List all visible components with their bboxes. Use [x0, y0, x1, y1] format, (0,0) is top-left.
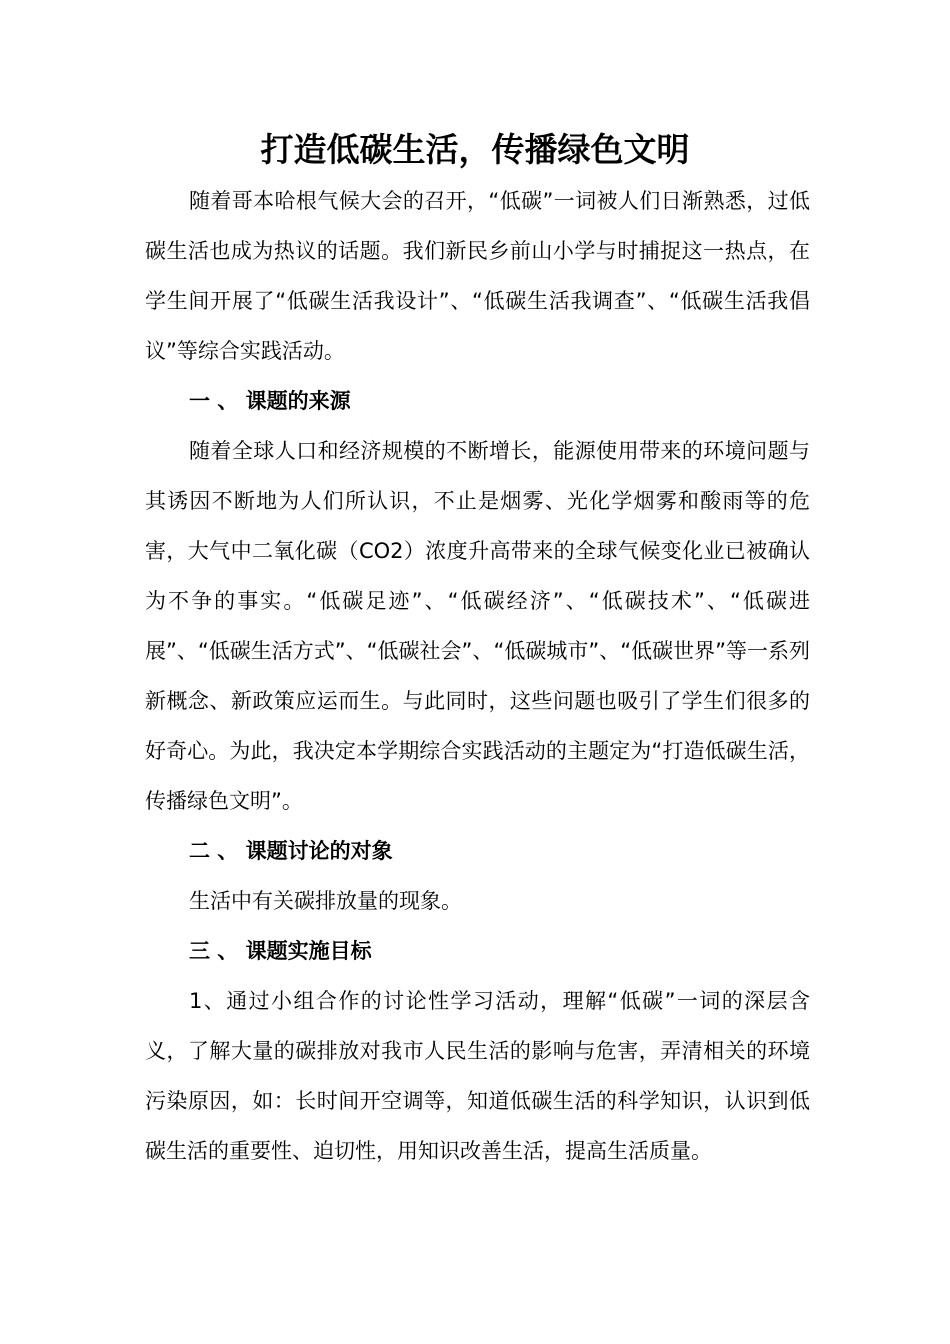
section-body-goals: 1、通过小组合作的讨论性学习活动，理解“低碳”一词的深层含义，了解大量的碳排放对我市人民生活的影响与危害，弄清相关的环境污染原因，如：长时间开空调等，知道低碳生活的科学知识，认识到低碳生活的重要性、迫切性，用知识改善生活，提高生活质量。 — [145, 989, 810, 1163]
intro-paragraph: 随着哥本哈根气候大会的召开，“低碳”一词被人们日渐熟悉，过低碳生活也成为热议的话题。我们新民乡前山小学与时捕捉这一热点，在学生间开展了“低碳生活我设计”、“低碳生活我调查”、“低碳生活我倡议”等综合实践活动。 — [145, 189, 810, 363]
document-title: 打造低碳生活，传播绿色文明 — [260, 130, 690, 169]
section-body-object: 生活中有关碳排放量的现象。 — [189, 889, 462, 913]
section-heading-object: 二 、 课题讨论的对象 — [189, 839, 393, 863]
section-body-source: 随着全球人口和经济规模的不断增长，能源使用带来的环境问题与其诱因不断地为人们所认识，不止是烟雾、光化学烟雾和酸雨等的危害，大气中二氧化碳（CO2）浓度升高带来的全球气候变化业已被确认为不争的事实。“低碳足迹”、“低碳经济”、“低碳技术”、“低碳进展”、“低碳生活方式”、“低碳社会”、“低碳城市”、“低碳世界”等一系列新概念、新政策应运而生。与此同时，这些问题也吸引了学生们很多的好奇心。为此，我决定本学期综合实践活动的主题定为“打造低碳生活，传播绿色文明”。 — [145, 439, 810, 813]
section-heading-source: 一 、 课题的来源 — [189, 389, 351, 413]
document-body — [145, 176, 810, 1176]
section-heading-goals: 三 、 课题实施目标 — [189, 939, 372, 963]
